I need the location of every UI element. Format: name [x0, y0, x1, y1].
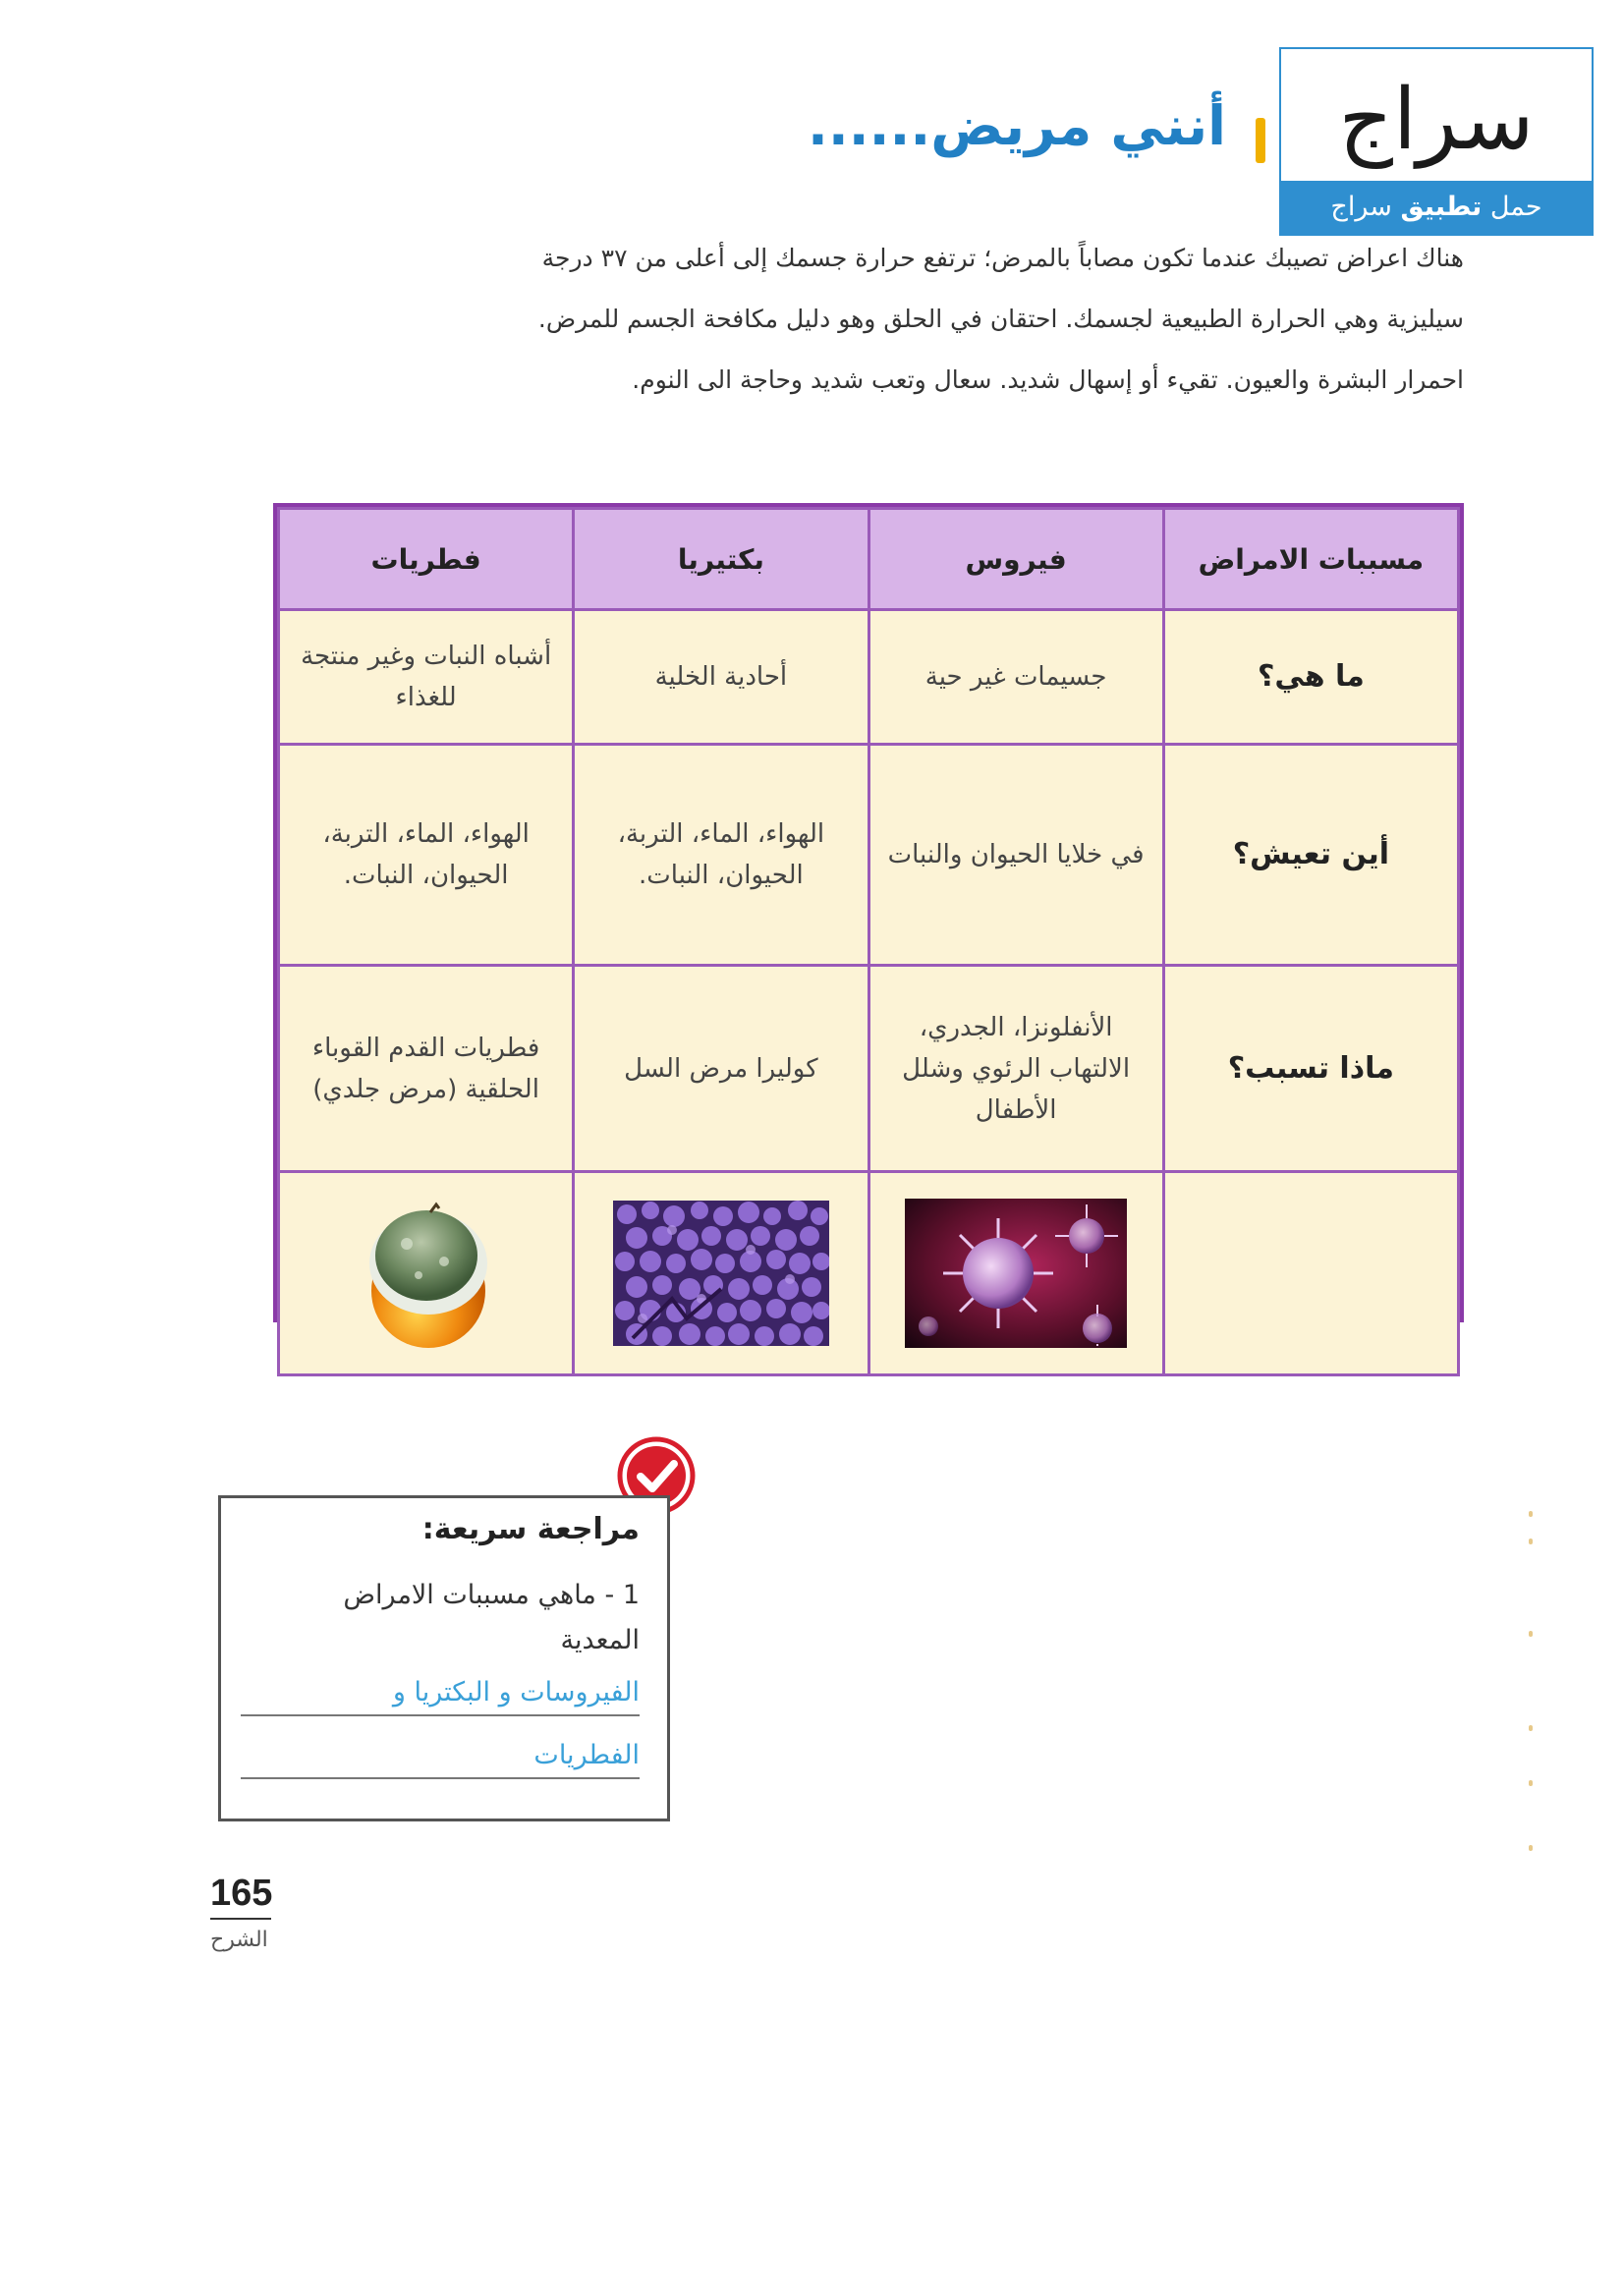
table-cell: في خلايا الحيوان والنبات — [868, 745, 1163, 966]
logo-wordmark: سراج — [1338, 71, 1535, 169]
answer-line: الفطريات — [241, 1734, 640, 1779]
table-cell — [868, 1172, 1163, 1375]
page-title: أنني مريض...... — [807, 94, 1226, 157]
table-cell-empty — [1163, 1172, 1458, 1375]
table-cell: الأنفلونزا، الجدري، الالتهاب الرئوي وشلل الأطفال — [868, 966, 1163, 1172]
table-cell: كوليرا مرض السل — [574, 966, 868, 1172]
table-cell: الهواء، الماء، التربة، الحيوان، النبات. — [574, 745, 868, 966]
table-row — [279, 966, 1459, 1172]
table-cell: جسيمات غير حية — [868, 610, 1163, 745]
quick-review-question: 1 - ماهي مسببات الامراض المعدية — [343, 1580, 640, 1655]
table-cell: فطريات القدم القوباء الحلقية (مرض جلدي) — [279, 966, 574, 1172]
intro-line: احمرار البشرة والعيون. تقيء أو إسهال شديد. سعال وتعب شديد وحاجة الى النوم. — [632, 365, 1464, 394]
logo-tagline-prefix: حمل — [1489, 192, 1542, 222]
header-virus: فيروس — [868, 509, 1163, 610]
virus-image — [905, 1199, 1127, 1348]
quick-review-title: مراجعة سريعة: — [421, 1512, 640, 1546]
margin-mark — [1529, 1511, 1533, 1517]
intro-line: هناك اعراض تصيبك عندما تكون مصاباً بالمرض؛ ترتفع حرارة جسمك إلى أعلى من ٣٧ درجة — [541, 244, 1464, 272]
table-cell: الهواء، الماء، التربة، الحيوان، النبات. — [279, 745, 574, 966]
pathogens-table — [273, 503, 1464, 1322]
page-label: الشرح — [210, 1928, 268, 1952]
margin-mark — [1529, 1631, 1533, 1637]
row-label-causes: ماذا تسبب؟ — [1163, 966, 1458, 1172]
row-label-what: ما هي؟ — [1163, 610, 1458, 745]
table-header-row — [279, 509, 1459, 610]
table-cell: أشباه النبات وغير منتجة للغذاء — [279, 610, 574, 745]
header-bacteria: بكتيريا — [574, 509, 868, 610]
answer-line: الفيروسات و البكتريا و — [241, 1671, 640, 1716]
table-cell — [279, 1172, 574, 1375]
table-row — [279, 1172, 1459, 1375]
table-cell — [574, 1172, 868, 1375]
table-cell: أحادية الخلية — [574, 610, 868, 745]
intro-line: سيليزية وهي الحرارة الطبيعية لجسمك. احتقان في الحلق وهو دليل مكافحة الجسم للمرض. — [537, 305, 1464, 333]
siraj-logo — [1279, 47, 1594, 236]
table-row — [279, 610, 1459, 745]
table-row — [279, 745, 1459, 966]
intro-paragraph — [255, 228, 1464, 411]
logo-tagline-bold: تطبيق — [1400, 192, 1483, 222]
margin-mark — [1529, 1725, 1533, 1731]
row-label-where: أين تعيش؟ — [1163, 745, 1458, 966]
margin-mark — [1529, 1780, 1533, 1786]
header-fungi: فطريات — [279, 509, 574, 610]
mold-orange-image — [348, 1193, 505, 1355]
margin-mark — [1529, 1845, 1533, 1851]
logo-tagline — [1281, 181, 1592, 234]
logo-tagline-suffix: سراج — [1330, 192, 1392, 222]
title-accent-mark — [1256, 118, 1265, 163]
bacteria-image — [613, 1201, 829, 1346]
quick-review-box — [218, 1495, 670, 1821]
page-number-divider — [210, 1918, 271, 1920]
header-pathogens: مسببات الامراض — [1163, 509, 1458, 610]
margin-mark — [1529, 1539, 1533, 1544]
page-number: 165 — [210, 1873, 273, 1914]
